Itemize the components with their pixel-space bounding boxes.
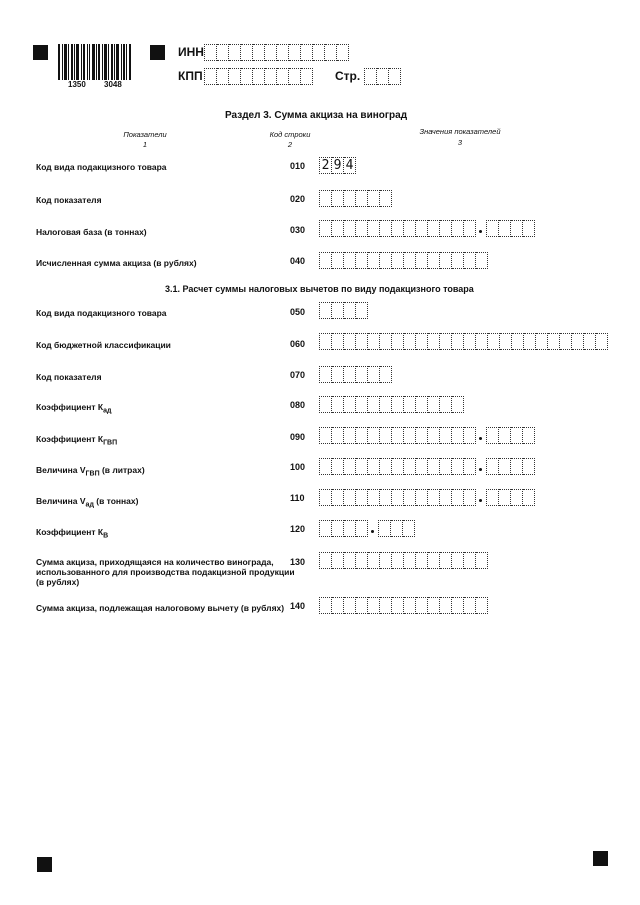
excise-grapes-amount-field-cell[interactable]	[392, 552, 404, 569]
coefficient-kv-field-decimal-cell[interactable]	[403, 520, 415, 537]
coefficient-kgvp-field-cell[interactable]	[344, 427, 356, 444]
excise-grapes-amount-field-cell[interactable]	[452, 552, 464, 569]
tax-base-tonnes-field-cell[interactable]	[344, 220, 356, 237]
indicator-code-field-cell[interactable]	[356, 190, 368, 207]
coefficient-kad-field-cell[interactable]	[368, 396, 380, 413]
budget-classification-code-field-cell[interactable]	[332, 333, 344, 350]
column-number-3: 3	[457, 138, 463, 147]
row-130-code: 130	[290, 557, 306, 567]
tax-base-tonnes-field-cell[interactable]	[319, 220, 332, 237]
budget-classification-code-field-cell[interactable]	[428, 333, 440, 350]
deduction-indicator-code-field-cell[interactable]	[332, 366, 344, 383]
coefficient-kad-field-cell[interactable]	[380, 396, 392, 413]
indicator-code-field-cell[interactable]	[344, 190, 356, 207]
volume-vad-tonnes-field-decimal-part[interactable]	[486, 489, 535, 506]
volume-vad-tonnes-field-decimal-cell[interactable]	[486, 489, 499, 506]
excise-deduction-amount-field-cell[interactable]	[319, 597, 332, 614]
inn-field-cell[interactable]	[241, 44, 253, 61]
excise-deduction-amount-field-cell[interactable]	[356, 597, 368, 614]
barcode-number-right: 3048	[104, 80, 122, 89]
volume-vgvp-liters-field-cell[interactable]	[392, 458, 404, 475]
row-100-label-text: Величина V	[36, 465, 86, 475]
budget-classification-code-field-cell[interactable]	[476, 333, 488, 350]
excise-product-code-field[interactable]	[319, 157, 356, 174]
calculated-excise-field-cell[interactable]	[440, 252, 452, 269]
volume-vgvp-liters-field-cell[interactable]	[368, 458, 380, 475]
excise-deduction-amount-field-cell[interactable]	[368, 597, 380, 614]
row-090-label-text: Коэффициент К	[36, 434, 104, 444]
section-title: Раздел 3. Сумма акциза на виноград	[225, 110, 408, 121]
excise-grapes-amount-field-cell[interactable]	[368, 552, 380, 569]
coefficient-kv-field[interactable]	[319, 520, 415, 537]
budget-classification-code-field-cell[interactable]	[512, 333, 524, 350]
calculated-excise-field-cell[interactable]	[416, 252, 428, 269]
coefficient-kv-field-cell[interactable]	[332, 520, 344, 537]
kpp-field-cell[interactable]	[217, 68, 229, 85]
coefficient-kgvp-field-decimal-cell[interactable]	[499, 427, 511, 444]
volume-vgvp-liters-field-cell[interactable]	[404, 458, 416, 475]
page-number-field-cell[interactable]	[389, 68, 401, 85]
budget-classification-code-field-cell[interactable]	[356, 333, 368, 350]
calculated-excise-field-cell[interactable]	[476, 252, 488, 269]
registration-mark-bottom-left	[37, 857, 52, 872]
tax-base-tonnes-field-decimal-cell[interactable]	[511, 220, 523, 237]
excise-deduction-amount-field[interactable]	[319, 597, 488, 614]
volume-vgvp-liters-field-decimal-cell[interactable]	[523, 458, 535, 475]
volume-vgvp-liters-field-decimal-point	[476, 458, 486, 473]
calculated-excise-field-cell[interactable]	[368, 252, 380, 269]
row-040-code: 040	[290, 256, 306, 266]
deduction-product-code-field-cell[interactable]	[332, 302, 344, 319]
inn-field-cell[interactable]	[265, 44, 277, 61]
calculated-excise-field-cell[interactable]	[380, 252, 392, 269]
row-020-label: Код показателя	[36, 195, 102, 205]
volume-vgvp-liters-field-cell[interactable]	[380, 458, 392, 475]
volume-vad-tonnes-field-decimal-point	[476, 489, 486, 504]
coefficient-kad-field-cell[interactable]	[452, 396, 464, 413]
excise-deduction-amount-field-cell[interactable]	[452, 597, 464, 614]
tax-base-tonnes-field-cell[interactable]	[428, 220, 440, 237]
row-130-label-line-2: использованного для производства подакцизной продукции	[36, 567, 295, 577]
subsection-title: 3.1. Расчет суммы налоговых вычетов по виду подакцизного товара	[165, 284, 474, 294]
inn-field-cell[interactable]	[253, 44, 265, 61]
budget-classification-code-field-cell[interactable]	[380, 333, 392, 350]
tax-base-tonnes-field-decimal-point	[476, 220, 486, 235]
volume-vgvp-liters-field-cell[interactable]	[464, 458, 476, 475]
kpp-field-cell[interactable]	[229, 68, 241, 85]
inn-field-cell[interactable]	[204, 44, 217, 61]
deduction-indicator-code-field-cell[interactable]	[380, 366, 392, 383]
deduction-product-code-field-cell[interactable]	[344, 302, 356, 319]
coefficient-kgvp-field-cell[interactable]	[464, 427, 476, 444]
budget-classification-code-field-cell[interactable]	[368, 333, 380, 350]
deduction-indicator-code-field-cell[interactable]	[356, 366, 368, 383]
tax-base-tonnes-field-decimal-cell[interactable]	[523, 220, 535, 237]
row-120-label-subscript: В	[103, 532, 109, 540]
inn-field-cell[interactable]	[337, 44, 349, 61]
calculated-excise-field-cell[interactable]	[356, 252, 368, 269]
budget-classification-code-field-cell[interactable]	[596, 333, 608, 350]
row-100-code: 100	[290, 462, 306, 472]
tax-base-tonnes-field-cell[interactable]	[440, 220, 452, 237]
volume-vgvp-liters-field-cell[interactable]	[344, 458, 356, 475]
budget-classification-code-field[interactable]	[319, 333, 608, 350]
coefficient-kgvp-field-cell[interactable]	[440, 427, 452, 444]
calculated-excise-field-cell[interactable]	[344, 252, 356, 269]
budget-classification-code-field-cell[interactable]	[524, 333, 536, 350]
coefficient-kgvp-field-cell[interactable]	[356, 427, 368, 444]
row-010-code: 010	[290, 161, 306, 171]
coefficient-kad-field-cell[interactable]	[392, 396, 404, 413]
tax-base-tonnes-field-decimal-part[interactable]	[486, 220, 535, 237]
tax-base-tonnes-field-cell[interactable]	[404, 220, 416, 237]
excise-grapes-amount-field-cell[interactable]	[332, 552, 344, 569]
row-120-code: 120	[290, 524, 306, 534]
excise-deduction-amount-field-cell[interactable]	[464, 597, 476, 614]
registration-mark-top-right	[150, 45, 165, 60]
tax-base-tonnes-field-cell[interactable]	[416, 220, 428, 237]
row-020-code: 020	[290, 194, 306, 204]
volume-vgvp-liters-field-decimal-part[interactable]	[486, 458, 535, 475]
coefficient-kgvp-field-cell[interactable]	[368, 427, 380, 444]
column-number-2: 2	[287, 140, 293, 149]
volume-vad-tonnes-field[interactable]	[319, 489, 535, 506]
tax-base-tonnes-field-cell[interactable]	[356, 220, 368, 237]
row-110-label-text: Величина V	[36, 496, 86, 506]
excise-deduction-amount-field-cell[interactable]	[440, 597, 452, 614]
volume-vgvp-liters-field-cell[interactable]	[356, 458, 368, 475]
volume-vad-tonnes-field-cell[interactable]	[344, 489, 356, 506]
excise-product-code-digit-1: 2	[319, 157, 332, 174]
excise-grapes-amount-field-cell[interactable]	[404, 552, 416, 569]
volume-vad-tonnes-field-cell[interactable]	[380, 489, 392, 506]
column-header-values: Значения показателей	[419, 127, 501, 136]
excise-grapes-amount-field-cell[interactable]	[476, 552, 488, 569]
volume-vad-tonnes-field-cell[interactable]	[319, 489, 332, 506]
excise-grapes-amount-field-cell[interactable]	[356, 552, 368, 569]
volume-vad-tonnes-field-cell[interactable]	[356, 489, 368, 506]
row-070-label: Код показателя	[36, 372, 102, 382]
excise-grapes-amount-field-cell[interactable]	[344, 552, 356, 569]
volume-vgvp-liters-field-cell[interactable]	[319, 458, 332, 475]
calculated-excise-field-cell[interactable]	[464, 252, 476, 269]
page-number-field-cell[interactable]	[364, 68, 377, 85]
excise-grapes-amount-field-cell[interactable]	[380, 552, 392, 569]
volume-vgvp-liters-field-cell[interactable]	[416, 458, 428, 475]
deduction-product-code-field-cell[interactable]	[356, 302, 368, 319]
coefficient-kgvp-field-decimal-part[interactable]	[486, 427, 535, 444]
budget-classification-code-field-cell[interactable]	[319, 333, 332, 350]
page-number-field-cell[interactable]	[377, 68, 389, 85]
row-090-label	[36, 434, 117, 449]
excise-grapes-amount-field-cell[interactable]	[428, 552, 440, 569]
page-label: Стр.	[335, 69, 361, 83]
excise-grapes-amount-field-cell[interactable]	[440, 552, 452, 569]
budget-classification-code-field-cell[interactable]	[536, 333, 548, 350]
deduction-indicator-code-field-cell[interactable]	[319, 366, 332, 383]
budget-classification-code-field-cell[interactable]	[404, 333, 416, 350]
volume-vgvp-liters-field-cell[interactable]	[428, 458, 440, 475]
inn-label: ИНН	[178, 45, 204, 59]
tax-base-tonnes-field-cell[interactable]	[368, 220, 380, 237]
tax-base-tonnes-field-cell[interactable]	[392, 220, 404, 237]
indicator-code-field-cell[interactable]	[380, 190, 392, 207]
volume-vad-tonnes-field-cell[interactable]	[368, 489, 380, 506]
coefficient-kad-field-cell[interactable]	[319, 396, 332, 413]
kpp-field-cell[interactable]	[204, 68, 217, 85]
tax-base-tonnes-field-cell[interactable]	[452, 220, 464, 237]
excise-deduction-amount-field-cell[interactable]	[476, 597, 488, 614]
volume-vad-tonnes-field-cell[interactable]	[440, 489, 452, 506]
coefficient-kgvp-field-decimal-cell[interactable]	[523, 427, 535, 444]
budget-classification-code-field-cell[interactable]	[440, 333, 452, 350]
inn-field-cell[interactable]	[301, 44, 313, 61]
coefficient-kad-field-cell[interactable]	[344, 396, 356, 413]
tax-base-tonnes-field-cell[interactable]	[464, 220, 476, 237]
volume-vad-tonnes-field-cell[interactable]	[392, 489, 404, 506]
calculated-excise-field-cell[interactable]	[404, 252, 416, 269]
coefficient-kv-field-decimal-cell[interactable]	[391, 520, 403, 537]
volume-vad-tonnes-field-cell[interactable]	[416, 489, 428, 506]
inn-field[interactable]	[204, 44, 349, 61]
tax-base-tonnes-field-decimal-cell[interactable]	[499, 220, 511, 237]
row-040-label: Исчисленная сумма акциза (в рублях)	[36, 258, 197, 268]
volume-vad-tonnes-field-decimal-cell[interactable]	[523, 489, 535, 506]
tax-base-tonnes-field-cell[interactable]	[380, 220, 392, 237]
kpp-field-cell[interactable]	[253, 68, 265, 85]
inn-field-cell[interactable]	[325, 44, 337, 61]
inn-field-cell[interactable]	[277, 44, 289, 61]
row-060-label: Код бюджетной классификации	[36, 340, 171, 350]
deduction-indicator-code-field-cell[interactable]	[368, 366, 380, 383]
excise-deduction-amount-field-cell[interactable]	[404, 597, 416, 614]
column-number-1: 1	[142, 140, 148, 149]
row-030-label: Налоговая база (в тоннах)	[36, 227, 147, 237]
coefficient-kad-field-cell[interactable]	[428, 396, 440, 413]
coefficient-kgvp-field-cell[interactable]	[452, 427, 464, 444]
budget-classification-code-field-cell[interactable]	[416, 333, 428, 350]
volume-vgvp-liters-field-decimal-cell[interactable]	[499, 458, 511, 475]
budget-classification-code-field-cell[interactable]	[548, 333, 560, 350]
coefficient-kgvp-field-cell[interactable]	[416, 427, 428, 444]
tax-base-tonnes-field[interactable]	[319, 220, 535, 237]
kpp-field-cell[interactable]	[289, 68, 301, 85]
budget-classification-code-field-cell[interactable]	[500, 333, 512, 350]
coefficient-kv-field-decimal-point	[368, 520, 378, 535]
kpp-field-cell[interactable]	[277, 68, 289, 85]
kpp-label: КПП	[178, 69, 203, 83]
volume-vgvp-liters-field-cell[interactable]	[452, 458, 464, 475]
tax-base-tonnes-field-decimal-cell[interactable]	[486, 220, 499, 237]
volume-vad-tonnes-field-cell[interactable]	[428, 489, 440, 506]
budget-classification-code-field-cell[interactable]	[392, 333, 404, 350]
budget-classification-code-field-cell[interactable]	[464, 333, 476, 350]
coefficient-kgvp-field-decimal-cell[interactable]	[486, 427, 499, 444]
deduction-indicator-code-field-cell[interactable]	[344, 366, 356, 383]
volume-vad-tonnes-field-cell[interactable]	[452, 489, 464, 506]
excise-deduction-amount-field-cell[interactable]	[344, 597, 356, 614]
calculated-excise-field-cell[interactable]	[452, 252, 464, 269]
coefficient-kv-field-decimal-part[interactable]	[378, 520, 415, 537]
kpp-field-cell[interactable]	[301, 68, 313, 85]
kpp-field[interactable]	[204, 68, 313, 85]
excise-grapes-amount-field-cell[interactable]	[319, 552, 332, 569]
barcode	[58, 44, 140, 80]
row-110-code: 110	[290, 493, 305, 503]
coefficient-kv-field-cell[interactable]	[344, 520, 356, 537]
volume-vad-tonnes-field-cell[interactable]	[404, 489, 416, 506]
coefficient-kad-field-cell[interactable]	[404, 396, 416, 413]
excise-deduction-amount-field-cell[interactable]	[428, 597, 440, 614]
budget-classification-code-field-cell[interactable]	[560, 333, 572, 350]
row-090-label-subscript: ГВП	[103, 439, 118, 447]
volume-vad-tonnes-field-cell[interactable]	[464, 489, 476, 506]
indicator-code-field[interactable]	[319, 190, 392, 207]
excise-product-code-digit-3: 4	[344, 157, 356, 174]
row-050-code: 050	[290, 307, 306, 317]
row-100-label	[36, 465, 145, 480]
registration-mark-bottom-right	[593, 851, 608, 866]
coefficient-kgvp-field[interactable]	[319, 427, 535, 444]
volume-vgvp-liters-field-cell[interactable]	[440, 458, 452, 475]
excise-grapes-amount-field-cell[interactable]	[464, 552, 476, 569]
coefficient-kgvp-field-cell[interactable]	[319, 427, 332, 444]
indicator-code-field-cell[interactable]	[368, 190, 380, 207]
excise-product-code-digit-2: 9	[332, 157, 344, 174]
row-120-label-text: Коэффициент К	[36, 527, 104, 537]
barcode-number-left: 1350	[68, 80, 86, 89]
row-130-label-line-3: (в рублях)	[36, 577, 80, 587]
coefficient-kad-field-cell[interactable]	[416, 396, 428, 413]
coefficient-kgvp-field-cell[interactable]	[404, 427, 416, 444]
row-110-label	[36, 496, 138, 511]
row-140-code: 140	[290, 601, 306, 611]
calculated-excise-field-cell[interactable]	[332, 252, 344, 269]
budget-classification-code-field-cell[interactable]	[572, 333, 584, 350]
row-100-label-unit: (в литрах)	[99, 465, 145, 475]
row-070-code: 070	[290, 370, 306, 380]
row-140-label: Сумма акциза, подлежащая налоговому вычету (в рублях)	[36, 603, 285, 613]
excise-grapes-amount-field[interactable]	[319, 552, 488, 569]
volume-vad-tonnes-field-decimal-cell[interactable]	[511, 489, 523, 506]
volume-vgvp-liters-field[interactable]	[319, 458, 535, 475]
volume-vad-tonnes-field-decimal-cell[interactable]	[499, 489, 511, 506]
deduction-product-code-field-cell[interactable]	[319, 302, 332, 319]
coefficient-kad-field-cell[interactable]	[332, 396, 344, 413]
coefficient-kv-field-decimal-cell[interactable]	[378, 520, 391, 537]
coefficient-kv-field-cell[interactable]	[356, 520, 368, 537]
kpp-field-cell[interactable]	[265, 68, 277, 85]
budget-classification-code-field-cell[interactable]	[488, 333, 500, 350]
column-header-indicators: Показатели	[123, 130, 167, 139]
coefficient-kgvp-field-cell[interactable]	[392, 427, 404, 444]
registration-mark-top-left	[33, 45, 48, 60]
excise-grapes-amount-field-cell[interactable]	[416, 552, 428, 569]
coefficient-kad-field[interactable]	[319, 396, 464, 413]
deduction-product-code-field[interactable]	[319, 302, 368, 319]
deduction-indicator-code-field[interactable]	[319, 366, 392, 383]
page-number-field[interactable]	[364, 68, 401, 85]
volume-vad-tonnes-field-cell[interactable]	[332, 489, 344, 506]
row-130-label	[36, 557, 295, 587]
row-030-code: 030	[290, 225, 306, 235]
row-050-label: Код вида подакцизного товара	[36, 308, 167, 318]
kpp-field-cell[interactable]	[241, 68, 253, 85]
inn-field-cell[interactable]	[289, 44, 301, 61]
row-110-label-unit: (в тоннах)	[93, 496, 139, 506]
calculated-excise-field[interactable]	[319, 252, 488, 269]
coefficient-kgvp-field-cell[interactable]	[428, 427, 440, 444]
budget-classification-code-field-cell[interactable]	[452, 333, 464, 350]
calculated-excise-field-cell[interactable]	[319, 252, 332, 269]
coefficient-kgvp-field-cell[interactable]	[380, 427, 392, 444]
tax-base-tonnes-field-cell[interactable]	[332, 220, 344, 237]
budget-classification-code-field-cell[interactable]	[344, 333, 356, 350]
row-060-code: 060	[290, 339, 306, 349]
coefficient-kgvp-field-decimal-point	[476, 427, 486, 442]
excise-deduction-amount-field-cell[interactable]	[332, 597, 344, 614]
volume-vgvp-liters-field-decimal-cell[interactable]	[486, 458, 499, 475]
inn-field-cell[interactable]	[229, 44, 241, 61]
indicator-code-field-cell[interactable]	[332, 190, 344, 207]
excise-deduction-amount-field-cell[interactable]	[392, 597, 404, 614]
coefficient-kad-field-cell[interactable]	[356, 396, 368, 413]
coefficient-kgvp-field-decimal-cell[interactable]	[511, 427, 523, 444]
row-080-code: 080	[290, 400, 306, 410]
row-130-label-line-1: Сумма акциза, приходящаяся на количество винограда,	[36, 557, 274, 567]
row-090-code: 090	[290, 432, 306, 442]
row-080-label-text: Коэффициент К	[36, 402, 104, 412]
row-100-label-subscript: ГВП	[85, 470, 100, 478]
row-080-label	[36, 402, 111, 417]
row-120-label	[36, 527, 108, 542]
inn-field-cell[interactable]	[217, 44, 229, 61]
coefficient-kad-field-cell[interactable]	[440, 396, 452, 413]
inn-field-cell[interactable]	[313, 44, 325, 61]
budget-classification-code-field-cell[interactable]	[584, 333, 596, 350]
calculated-excise-field-cell[interactable]	[392, 252, 404, 269]
volume-vgvp-liters-field-cell[interactable]	[332, 458, 344, 475]
row-080-label-subscript: ад	[103, 407, 112, 415]
excise-deduction-amount-field-cell[interactable]	[380, 597, 392, 614]
coefficient-kv-field-cell[interactable]	[319, 520, 332, 537]
column-header-line-code: Код строки	[269, 130, 311, 139]
coefficient-kgvp-field-cell[interactable]	[332, 427, 344, 444]
excise-deduction-amount-field-cell[interactable]	[416, 597, 428, 614]
row-110-label-subscript: ад	[85, 501, 94, 509]
calculated-excise-field-cell[interactable]	[428, 252, 440, 269]
row-010-label: Код вида подакцизного товара	[36, 162, 167, 172]
volume-vgvp-liters-field-decimal-cell[interactable]	[511, 458, 523, 475]
indicator-code-field-cell[interactable]	[319, 190, 332, 207]
